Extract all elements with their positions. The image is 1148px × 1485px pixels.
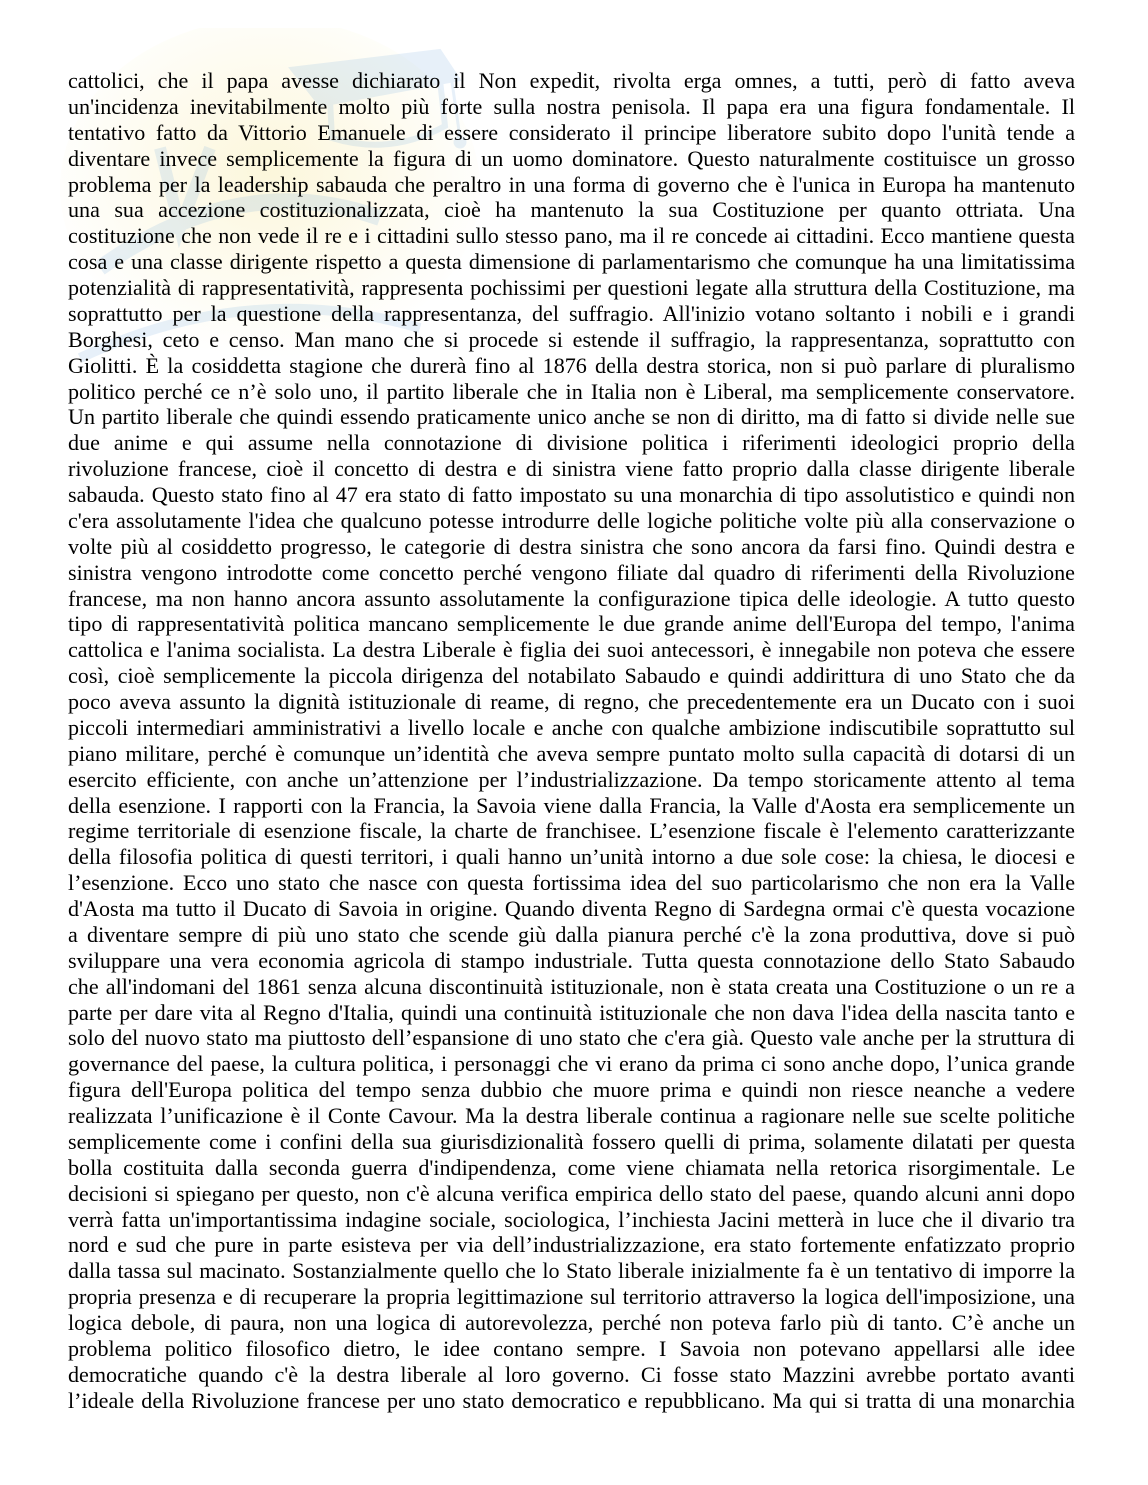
text-line: volte più al cosiddetto progresso, le categorie di destra sinistra che sono ancora da farsi fino. Quindi destra e (68, 533, 1075, 559)
text-line: cattolica e l'anima socialista. La destra Liberale è figlia dei suoi antecessori, è innegabile non poteva che essere (68, 637, 1075, 663)
text-line: politico perché ce n’è solo uno, il partito liberale che in Italia non è Liberal, ma semplicemente conservatore. (68, 378, 1075, 404)
text-line: sviluppare una vera economia agricola di stampo industriale. Tutta questa connotazione dello Stato Sabaudo (68, 947, 1075, 973)
text-line: governance del paese, la cultura politica, i personaggi che vi erano da prima ci sono anche dopo, l’unica grande (68, 1051, 1075, 1077)
text-line: potenzialità di rappresentatività, rappresenta pochissimi per questioni legate alla struttura della Costituzione, ma (68, 275, 1075, 300)
text-line: piccoli intermediari amministrativi a livello locale e anche con qualche ambizione indiscutibile soprattutto sul (68, 714, 1075, 740)
text-line: cattolici, che il papa avesse dichiarato il Non expedit, rivolta erga omnes, a tutti, però di fatto aveva (68, 68, 1075, 93)
text-line: regime territoriale di esenzione fiscale, la charte de franchisee. L’esenzione fiscale è l'elemento caratterizzante (68, 818, 1075, 844)
text-line: democratiche quando c'è la destra liberale al loro governo. Ci fosse stato Mazzini avrebbe portato avanti (68, 1361, 1075, 1387)
text-line: propria presenza e di recuperare la propria legittimazione sul territorio attraverso la logica dell'imposizione, una (68, 1284, 1075, 1310)
text-line: l’ideale della Rivoluzione francese per uno stato democratico e repubblicano. Ma qui si tratta di una monarchia (68, 1387, 1075, 1413)
text-line: semplicemente come i confini della sua giurisdizionalità fossero quelli di prima, solamente dilatati per questa (68, 1128, 1075, 1154)
text-line: tipo di rappresentatività politica mancano semplicemente le due grande anime dell'Europa del tempo, l'anima (68, 611, 1075, 637)
text-line: sabauda. Questo stato fino al 47 era stato di fatto impostato su una monarchia di tipo assolutistico e quindi non (68, 482, 1075, 507)
text-line: Borghesi, ceto e censo. Man mano che si procede si estende il suffragio, la rappresentanza, soprattutto con (68, 326, 1075, 352)
text-line: così, cioè semplicemente la piccola dirigenza del notabilato Sabaudo e quindi addirittura di uno Stato che da (68, 663, 1075, 689)
text-line: figura dell'Europa politica del tempo senza dubbio che muore prima e quindi non riesce neanche a vedere (68, 1077, 1075, 1103)
text-line: un'incidenza inevitabilmente molto più forte sulla nostra penisola. Il papa era una figura fondamentale. Il (68, 93, 1075, 119)
text-line: due anime e qui assume nella connotazione di divisione politica i riferimenti ideologici proprio della (68, 430, 1075, 456)
text-line: a diventare sempre di più uno stato che scende giù dalla pianura perché c'è la zona produttiva, dove si può (68, 921, 1075, 947)
text-line: Giolitti. È la cosiddetta stagione che durerà fino al 1876 della destra storica, non si può parlare di pluralismo (68, 352, 1075, 378)
text-line: una sua accezione costituzionalizzata, cioè ha mantenuto la sua Costituzione per quanto ottriata. Una (68, 197, 1075, 223)
text-line: problema politico filosofico dietro, le idee contano sempre. I Savoia non potevano appellarsi alle idee (68, 1335, 1075, 1361)
text-line: sinistra vengono introdotte come concetto perché vengono filiate dal quadro di riferimenti della Rivoluzione (68, 559, 1075, 585)
text-line: l’esenzione. Ecco uno stato che nasce con questa fortissima idea del suo particolarismo che non era la Valle (68, 870, 1075, 896)
text-line: Un partito liberale che quindi essendo praticamente unico anche se non di diritto, ma di fatto si divide nelle sue (68, 404, 1075, 430)
text-line: nord e sud che pure in parte esisteva per via dell’industrializzazione, era stato fortemente enfatizzato proprio (68, 1232, 1075, 1258)
text-line: cosa e una classe dirigente rispetto a questa dimensione di parlamentarismo che comunque ha una limitatissima (68, 249, 1075, 275)
text-line: diventare invece semplicemente la figura di un uomo dominatore. Questo naturalmente costituisce un grosso (68, 145, 1075, 171)
text-line: esercito efficiente, con anche un’attenzione per l’industrializzazione. Da tempo storicamente attento al tema (68, 766, 1075, 792)
text-line: solo del nuovo stato ma piuttosto dell’espansione di uno stato che c'era già. Questo vale anche per la struttura di (68, 1025, 1075, 1051)
text-line: logica debole, di paura, non una logica di autorevolezza, perché non poteva farlo più di tanto. C’è anche un (68, 1310, 1075, 1335)
text-line: bolla costituita dalla seconda guerra d'indipendenza, come viene chiamata nella retorica risorgimentale. Le (68, 1154, 1075, 1180)
text-line: problema per la leadership sabauda che peraltro in una forma di governo che è l'unica in Europa ha mantenuto (68, 171, 1075, 197)
text-line: della filosofia politica di questi territori, i quali hanno un’unità intorno a due sole cose: la chiesa, le diocesi e (68, 844, 1075, 870)
text-line: che all'indomani del 1861 senza alcuna discontinuità istituzionale, non è stata creata una Costituzione o un re a (68, 973, 1075, 999)
text-line: verrà fatta un'importantissima indagine sociale, sociologica, l’inchiesta Jacini metterà in luce che il divario tra (68, 1206, 1075, 1232)
text-line: c'era assolutamente l'idea che qualcuno potesse introdurre delle logiche politiche volte più alla conservazione o (68, 507, 1075, 533)
text-line: francese, ma non hanno ancora assunto assolutamente la configurazione tipica delle ideologie. A tutto questo (68, 585, 1075, 611)
text-line: della esenzione. I rapporti con la Francia, la Savoia viene dalla Francia, la Valle d'Aosta era semplicemente un (68, 792, 1075, 818)
text-line: parte per dare vita al Regno d'Italia, quindi una continuità istituzionale che non dava l'idea della nascita tanto e (68, 999, 1075, 1025)
text-line: poco aveva assunto la dignità istituzionale di reame, di regno, che precedentemente era un Ducato con i suoi (68, 689, 1075, 714)
text-line: costituzione che non vede il re e i cittadini sullo stesso pano, ma il re concede ai cittadini. Ecco mantiene questa (68, 223, 1075, 249)
text-line: d'Aosta ma tutto il Ducato di Savoia in origine. Quando diventa Regno di Sardegna ormai c'è questa vocazione (68, 896, 1075, 921)
document-paragraph (68, 68, 1075, 1414)
text-line: realizzata l’unificazione è il Conte Cavour. Ma la destra liberale continua a ragionare nelle sue scelte politiche (68, 1103, 1075, 1128)
text-line: rivoluzione francese, cioè il concetto di destra e di sinistra viene fatto proprio dalla classe dirigente liberale (68, 456, 1075, 482)
text-line: tentativo fatto da Vittorio Emanuele di essere considerato il principe liberatore subito dopo l'unità tende a (68, 119, 1075, 145)
text-line: decisioni si spiegano per questo, non c'è alcuna verifica empirica dello stato del paese, quando alcuni anni dopo (68, 1180, 1075, 1206)
text-line: piano militare, perché è comunque un’identità che aveva sempre puntato molto sulla capacità di dotarsi di un (68, 740, 1075, 766)
text-line: soprattutto per la questione della rappresentanza, del suffragio. All'inizio votano soltanto i nobili e i grandi (68, 300, 1075, 326)
text-line: dalla tassa sul macinato. Sostanzialmente quello che lo Stato liberale inizialmente fa è un tentativo di imporre la (68, 1258, 1075, 1284)
